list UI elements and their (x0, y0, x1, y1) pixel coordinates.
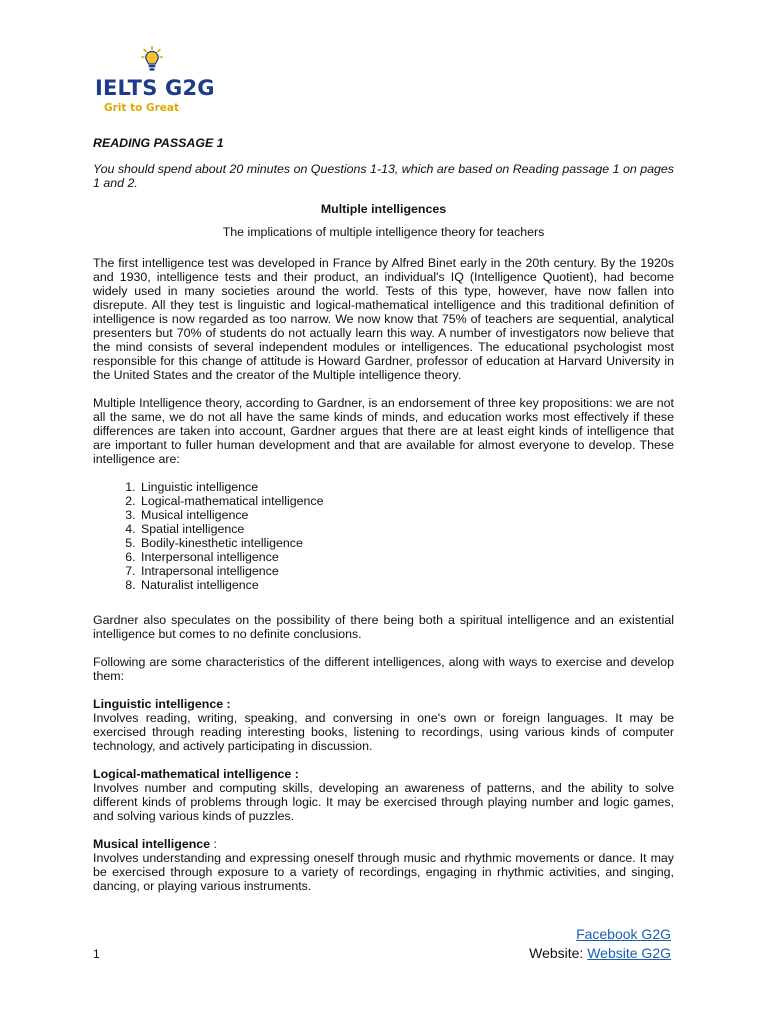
list-item: 6. Interpersonal intelligence (139, 550, 674, 564)
website-line (529, 945, 671, 961)
paragraph: Following are some characteristics of the different intelligences, along with ways to exercise and develop them: (93, 655, 674, 683)
intelligence-list (93, 480, 674, 592)
list-item: 7. Intrapersonal intelligence (139, 564, 674, 578)
logo (95, 46, 215, 112)
lightbulb-icon (141, 46, 163, 76)
logo-tagline: Grit to Great (104, 102, 179, 114)
linguistic-label-text: Linguistic intelligence : (93, 697, 231, 711)
linguistic-text: Involves reading, writing, speaking, and conversing in one's own or foreign languages. It may be exercised through reading interesting books, listening to recordings, using various kinds of computer technology, and actively participating in discussion. (93, 711, 674, 753)
list-item: 8. Naturalist intelligence (139, 578, 674, 592)
facebook-link[interactable]: Facebook G2G (576, 926, 671, 942)
musical-label-text: Musical intelligence (93, 837, 211, 851)
musical-label (93, 837, 674, 851)
passage (93, 136, 674, 893)
musical-label-colon: : (210, 837, 217, 851)
passage-subtitle: The implications of multiple intelligence theory for teachers (222, 225, 545, 239)
linguistic-label (93, 697, 674, 711)
list-item: 3. Musical intelligence (139, 508, 674, 522)
logical-label-text: Logical-mathematical intelligence : (93, 767, 299, 781)
website-link[interactable]: Website G2G (587, 945, 671, 961)
passage-title: Multiple intelligences (320, 202, 447, 216)
instructions: You should spend about 20 minutes on Questions 1-13, which are based on Reading passage 1 on pages 1 and 2. (93, 162, 674, 190)
page-number: 1 (93, 947, 100, 961)
facebook-line (576, 926, 671, 942)
paragraph: Multiple Intelligence theory, according to Gardner, is an endorsement of three key propositions: we are not all the same, we do not all have the same kinds of minds, and education works most effectively if these differences are taken into account, Gardner argues that there are at least eight kinds of intelligence that are important to fuller human development and that are available for almost everyone to develop. These intelligence are: (93, 396, 674, 466)
website-label: Website: (529, 945, 588, 961)
musical-text: Involves understanding and expressing oneself through music and rhythmic movements or dance. It may be exercised through exposure to a variety of recordings, engaging in rhythmic activities, and singing, dancing, or playing various instruments. (93, 851, 674, 893)
logo-brand: IELTS G2G (95, 76, 215, 100)
section-title: READING PASSAGE 1 (93, 136, 224, 150)
paragraph: The first intelligence test was developed in France by Alfred Binet early in the 20th century. By the 1920s and 1930, intelligence tests and their product, an individual's IQ (Intelligence Quotient), had become widely used in many societies around the world. Tests of this type, however, have now fallen into disrepute. All they test is linguistic and logical-mathematical intelligence and this traditional definition of intelligence is now regarded as too narrow. We now know that 75% of teachers are sequential, analytical presenters but 70% of students do not actually learn this way. A number of investigators now believe that the mind consists of several independent modules or intelligences. The educational psychologist most responsible for this change of attitude is Howard Gardner, professor of education at Harvard University in the United States and the creator of the Multiple intelligence theory. (93, 256, 674, 382)
paragraph: Gardner also speculates on the possibility of there being both a spiritual intelligence and an existential intelligence but comes to no definite conclusions. (93, 613, 674, 641)
logical-text: Involves number and computing skills, developing an awareness of patterns, and the ability to solve different kinds of problems through logic. It may be exercised through playing number and logic games, and solving various kinds of puzzles. (93, 781, 674, 823)
list-item: 1. Linguistic intelligence (139, 480, 674, 494)
logical-label (93, 767, 674, 781)
list-item: 5. Bodily-kinesthetic intelligence (139, 536, 674, 550)
list-item: 2. Logical-mathematical intelligence (139, 494, 674, 508)
list-item: 4. Spatial intelligence (139, 522, 674, 536)
